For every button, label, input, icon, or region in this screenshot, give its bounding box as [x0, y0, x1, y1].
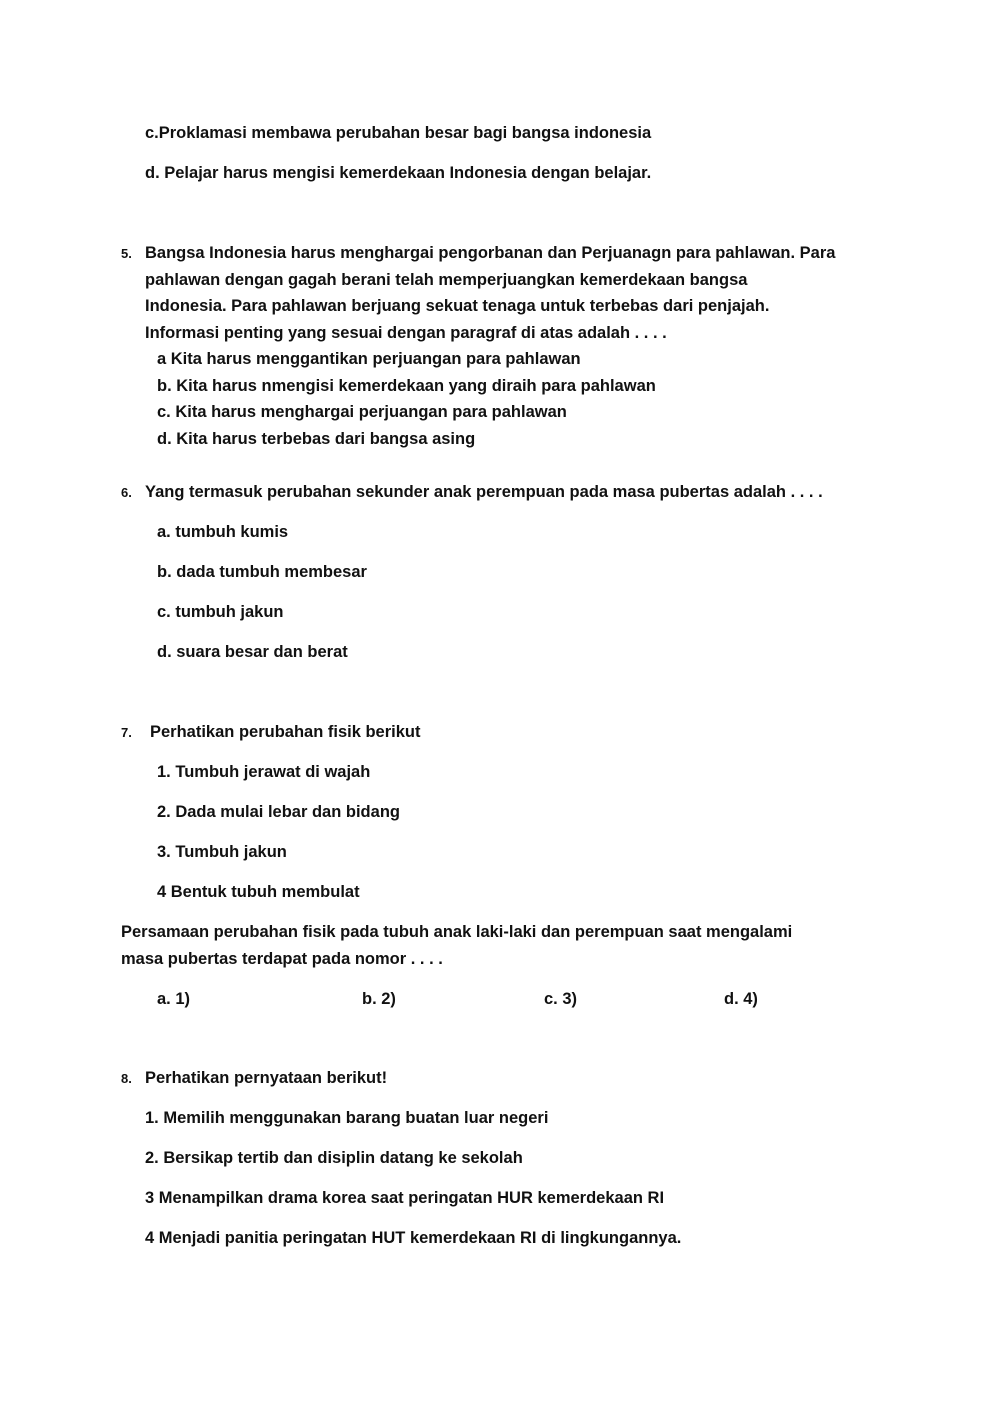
q8-item-3: 3 Menampilkan drama korea saat peringatan HUR kemerdekaan RI — [145, 1189, 665, 1207]
q7-option-c: c. 3) — [544, 990, 578, 1008]
q8-stem: Perhatikan pernyataan berikut! — [145, 1069, 388, 1087]
q7-stem: Perhatikan perubahan fisik berikut — [150, 723, 421, 741]
q7-item-3: 3. Tumbuh jakun — [157, 843, 287, 861]
q6-option-a: a. tumbuh kumis — [157, 523, 289, 541]
q8-item-2: 2. Bersikap tertib dan disiplin datang ke sekolah — [145, 1149, 523, 1167]
q7-option-d: d. 4) — [724, 990, 758, 1008]
q8-number: 8. — [121, 1071, 132, 1086]
q5-option-b: b. Kita harus nmengisi kemerdekaan yang diraih para pahlawan — [157, 377, 656, 395]
q6-option-b: b. dada tumbuh membesar — [157, 563, 367, 581]
q5-option-a: a Kita harus menggantikan perjuangan para pahlawan — [157, 350, 581, 368]
q8-item-1: 1. Memilih menggunakan barang buatan luar negeri — [145, 1109, 549, 1127]
q4-option-c: c.Proklamasi membawa perubahan besar bagi bangsa indonesia — [145, 124, 652, 142]
q5-option-d: d. Kita harus terbebas dari bangsa asing — [157, 430, 476, 448]
q7-option-b: b. 2) — [362, 990, 396, 1008]
q6-number: 6. — [121, 485, 132, 500]
q5-stem-line-4: Informasi penting yang sesuai dengan paragraf di atas adalah . . . . — [145, 324, 667, 342]
q6-option-c: c. tumbuh jakun — [157, 603, 284, 621]
q7-question-line-2: masa pubertas terdapat pada nomor . . . . — [121, 950, 443, 968]
q7-number: 7. — [121, 725, 132, 740]
q7-question-line-1: Persamaan perubahan fisik pada tubuh anak laki-laki dan perempuan saat mengalami — [121, 923, 793, 941]
q8-item-4: 4 Menjadi panitia peringatan HUT kemerdekaan RI di lingkungannya. — [145, 1229, 682, 1247]
q5-option-c: c. Kita harus menghargai perjuangan para pahlawan — [157, 403, 567, 421]
q5-stem-line-3: Indonesia. Para pahlawan berjuang sekuat tenaga untuk terbebas dari penjajah. — [145, 297, 770, 315]
q5-number: 5. — [121, 246, 132, 261]
q6-stem: Yang termasuk perubahan sekunder anak perempuan pada masa pubertas adalah . . . . — [145, 483, 823, 501]
q5-stem-line-1: Bangsa Indonesia harus menghargai pengorbanan dan Perjuanagn para pahlawan. Para — [145, 244, 836, 262]
q7-item-2: 2. Dada mulai lebar dan bidang — [157, 803, 400, 821]
q7-item-4: 4 Bentuk tubuh membulat — [157, 883, 360, 901]
q7-option-a: a. 1) — [157, 990, 191, 1008]
q6-option-d: d. suara besar dan berat — [157, 643, 348, 661]
q5-stem-line-2: pahlawan dengan gagah berani telah memperjuangkan kemerdekaan bangsa — [145, 271, 748, 289]
q7-item-1: 1. Tumbuh jerawat di wajah — [157, 763, 371, 781]
q4-option-d: d. Pelajar harus mengisi kemerdekaan Indonesia dengan belajar. — [145, 164, 652, 182]
